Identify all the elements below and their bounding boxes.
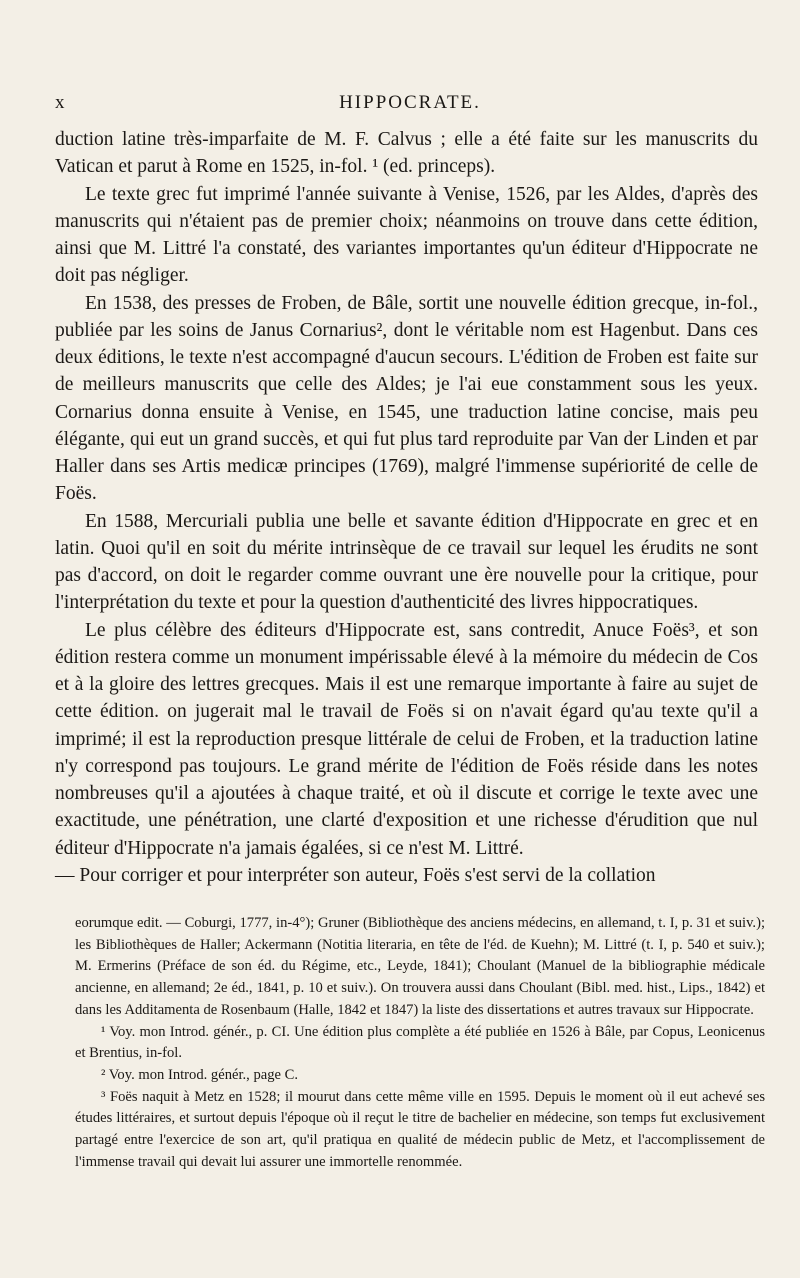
footnote-1: ¹ Voy. mon Introd. génér., p. CI. Une édition plus complète a été publiée en 1526 à Bâle, par Copus, Leonicenus et Brentius, in-fol. bbox=[75, 1023, 765, 1062]
footnote-3: ³ Foës naquit à Metz en 1528; il mourut dans cette même ville en 1595. Depuis le moment où il eut achevé ses études littéraires, et surtout depuis l'époque où il reçut le titre de bachelier en médecine, son temps fut exclusivement partagé entre l'exercice de son art, qu'il pratiqua en qualité de médecin public de Metz, et l'accomplissement de l'immense travail qui devait lui assurer une immortelle renommée. bbox=[75, 1088, 765, 1170]
running-head bbox=[55, 92, 765, 118]
footnote-continued: eorumque edit. — Coburgi, 1777, in-4°); Gruner (Bibliothèque des anciens médecins, en allemand, t. I, p. 31 et suiv.); les Bibliothèques de Haller; Ackermann (Notitia literaria, en tête de l'éd. de Kuehn); M. Littré (t. I, p. 540 et suiv.); M. Ermerins (Préface de son éd. du Régime, etc., Leyde, 1841); Choulant (Manuel de la bibliographie médicale ancienne, en allemand; 2e éd., 1841, p. 10 et suiv.). On trouvera aussi dans Choulant (Bibl. med. hist., Lips., 1842) et dans les Additamenta de Rosenbaum (Halle, 1842 et 1847) la liste des dissertations et autres travaux sur Hippocrate. bbox=[75, 915, 765, 1018]
paragraph-foes-edition: Le plus célèbre des éditeurs d'Hippocrate est, sans contredit, Anuce Foës³, et son édition restera comme un monument impérissable élevé à la mémoire du médecin de Cos et à la gloire des lettres grecques. Mais il est une remarque importante à faire au sujet de cette édition. on jugerait mal le travail de Foës si on n'avait égard qu'au texte qu'il a imprimé; il est la reproduction presque littérale de celui de Froben, et la traduction latine n'y correspond pas toujours. Le grand mérite de l'édition de Foës réside dans les notes nombreuses qu'il a ajoutées à chaque traité, et où il discute et corrige le texte avec une exactitude, une pénétration, une clarté d'exposition et une richesse d'érudition que nul éditeur d'Hippocrate n'a jamais égalées, si ce n'est M. Littré. bbox=[55, 619, 758, 859]
footnote-2: ² Voy. mon Introd. génér., page C. bbox=[101, 1066, 299, 1083]
running-title: HIPPOCRATE. bbox=[339, 92, 481, 113]
paragraph-collation: — Pour corriger et pour interpréter son auteur, Foës s'est servi de la collation bbox=[55, 864, 656, 886]
footnotes bbox=[75, 913, 765, 1173]
page-number: x bbox=[55, 92, 66, 113]
paragraph-froben-edition: En 1538, des presses de Froben, de Bâle, sortit une nouvelle édition grecque, in-fol., publiée par les soins de Janus Cornarius², dont le véritable nom est Hagenbut. Dans ces deux éditions, le texte n'est accompagné d'aucun secours. L'édition de Froben est faite sur de meilleurs manuscrits que celle des Aldes; je l'ai eue constamment sous les yeux. Cornarius donna ensuite à Venise, en 1545, une traduction latine concise, mais peu élégante, qui eut un grand succès, et qui fut plus tard reproduite par Van der Linden et par Haller dans ses Artis medicæ principes (1769), malgré l'immense supériorité de celle de Foës. bbox=[55, 292, 758, 505]
main-text bbox=[55, 126, 758, 889]
paragraph-continued: duction latine très-imparfaite de M. F. Calvus ; elle a été faite sur les manuscrits du Vatican et parut à Rome en 1525, in-fol. ¹ (ed. princeps). bbox=[55, 129, 758, 178]
paragraph-aldine-edition: Le texte grec fut imprimé l'année suivante à Venise, 1526, par les Aldes, d'après des manuscrits qui n'étaient pas de premier choix; néanmoins on trouve dans cette édition, ainsi que M. Littré l'a constaté, des variantes importantes qu'un éditeur d'Hippocrate ne doit pas négliger. bbox=[55, 183, 758, 287]
paragraph-mercuriali-edition: En 1588, Mercuriali publia une belle et savante édition d'Hippocrate en grec et en latin. Quoi qu'il en soit du mérite intrinsèque de ce travail sur lequel les érudits ne sont pas d'accord, on doit le regarder comme ouvrant une ère nouvelle pour la critique, pour l'interprétation du texte et pour la question d'authenticité des livres hippocratiques. bbox=[55, 510, 758, 614]
